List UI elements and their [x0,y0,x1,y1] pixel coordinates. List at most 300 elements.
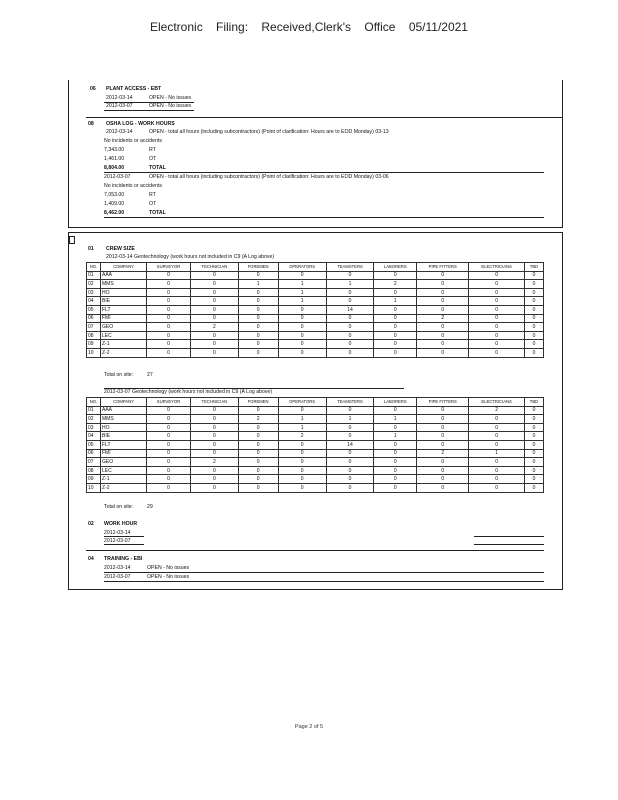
table-cell: 0 [147,297,191,306]
table-cell: 0 [191,466,239,475]
table-row [87,458,544,467]
table-cell: 0 [374,340,417,349]
table-cell: 0 [238,331,278,340]
work-hour-num: 02 [88,521,94,527]
table-cell: FLT [101,440,147,449]
table-cell: 0 [524,415,543,424]
table-cell: 0 [238,297,278,306]
table-cell: 02 [87,415,101,424]
crew-num: 01 [88,246,94,252]
crew-total-label-1: Total on site: [104,372,134,378]
table-cell: 0 [278,475,326,484]
table-cell: 01 [87,406,101,415]
table-cell: 0 [417,297,469,306]
table-cell: 0 [191,280,239,289]
table-cell: 0 [417,440,469,449]
table-cell: 06 [87,314,101,323]
table-cell: 0 [374,406,417,415]
table-cell: 0 [278,331,326,340]
table-cell: 0 [469,314,525,323]
table-cell: 0 [278,305,326,314]
table-cell: 2 [238,415,278,424]
column-header: TBD [524,263,543,272]
table-cell: 0 [191,297,239,306]
work-hour-title: WORK HOUR [104,521,138,527]
osha-date-1: 2012-03-14 [106,129,133,135]
table-cell: GEO [101,323,147,332]
table-cell: 0 [147,432,191,441]
table-cell: 0 [417,432,469,441]
table-cell: 0 [417,348,469,357]
table-cell: 0 [147,449,191,458]
table-row [87,483,544,492]
table-cell: 0 [191,340,239,349]
table-cell: 0 [417,415,469,424]
table-cell: 0 [374,483,417,492]
table-cell: 0 [147,314,191,323]
table-cell: 0 [417,466,469,475]
table-cell: LEC [101,466,147,475]
osha-note-2: No incidents or accidents [104,183,162,189]
table-cell: 0 [238,271,278,280]
table-cell: 0 [238,305,278,314]
table-cell: 0 [469,297,525,306]
table-cell: 0 [238,348,278,357]
table-cell: 0 [524,271,543,280]
table-cell: 07 [87,323,101,332]
table-cell: 0 [278,348,326,357]
table-cell: 0 [147,483,191,492]
table-cell: LEC [101,331,147,340]
table-cell: 1 [238,280,278,289]
table-cell: 0 [191,314,239,323]
table-cell: Z-2 [101,483,147,492]
table-cell: 0 [417,323,469,332]
table-cell: 0 [147,475,191,484]
table-cell: 0 [147,323,191,332]
table-cell: 0 [278,340,326,349]
table-cell: 10 [87,483,101,492]
column-header: COMPANY [101,398,147,407]
table-cell: 10 [87,348,101,357]
table-cell: 0 [147,305,191,314]
table-cell: 0 [417,271,469,280]
table-cell: 0 [238,466,278,475]
table-cell: Z-1 [101,475,147,484]
plant-access-title: PLANT ACCESS - EBT [106,86,162,92]
column-header: SURVEYOR [147,398,191,407]
table-row [87,323,544,332]
plant-access-text-1: OPEN - No issues [149,95,192,101]
table-row [87,406,544,415]
osha-rt-value-1: 7,343.00 [104,147,125,153]
plant-access-num: 06 [90,86,96,92]
table-cell: 0 [469,423,525,432]
column-header: FOREMEN [238,263,278,272]
table-cell: 0 [278,466,326,475]
table-cell: 01 [87,271,101,280]
column-header: ELECTRICIANS [469,398,525,407]
table-cell: 0 [417,406,469,415]
table-cell: 0 [326,323,374,332]
table-cell: 0 [417,483,469,492]
osha-rt-label-1: RT [149,147,156,153]
training-date-2: 2012-03-07 [104,574,131,580]
table-cell: 0 [238,458,278,467]
osha-num: 08 [88,121,94,127]
table-cell: 1 [374,415,417,424]
table-cell: 0 [191,483,239,492]
table-cell: FMI [101,314,147,323]
column-header: TECHNICIAN [191,398,239,407]
table-cell: 0 [147,423,191,432]
column-header: TEAMSTERS [326,263,374,272]
table-cell: 0 [147,288,191,297]
table-row [87,432,544,441]
training-title: TRAINING - EBI [104,556,143,562]
table-cell: 0 [326,423,374,432]
column-header: OPERATORS [278,398,326,407]
table-cell: 0 [191,305,239,314]
table-cell: 0 [374,475,417,484]
table-cell: 08 [87,466,101,475]
table-cell: 0 [524,483,543,492]
table-cell: 0 [524,288,543,297]
table-cell: 0 [469,458,525,467]
table-cell: 0 [238,314,278,323]
table-row [87,314,544,323]
table-cell: 0 [374,423,417,432]
column-header: SURVEYOR [147,263,191,272]
table-cell: 0 [278,406,326,415]
table-cell: 0 [417,475,469,484]
table-cell: FMI [101,449,147,458]
table-cell: 0 [278,449,326,458]
osha-title: OSHA LOG - WORK HOURS [106,121,175,127]
table-cell: 0 [326,432,374,441]
table-cell: 0 [524,449,543,458]
table-cell: 0 [374,440,417,449]
table-cell: 0 [278,323,326,332]
table-cell: 2 [191,323,239,332]
table-row [87,288,544,297]
table-cell: 0 [469,432,525,441]
table-cell: 0 [326,475,374,484]
table-cell: 04 [87,432,101,441]
table-cell: 1 [278,288,326,297]
page-footer: Page 2 of 5 [294,724,324,730]
osha-text-2: OPEN - total all hours (including subcontractors) (Point of clarification: Hours are to EOD Monday) 03-06 [149,174,389,180]
table-cell: 0 [469,288,525,297]
osha-date-2: 2012-03-07 [104,174,131,180]
table-cell: 0 [417,331,469,340]
table-cell: MMS [101,415,147,424]
table-row [87,466,544,475]
table-cell: 0 [191,288,239,297]
column-header: LABORERS [374,263,417,272]
table-cell: FLT [101,305,147,314]
table-cell: 06 [87,449,101,458]
table-cell: 0 [238,340,278,349]
table-cell: 0 [524,423,543,432]
table-cell: 0 [191,432,239,441]
table-cell: 0 [326,348,374,357]
table-row [87,305,544,314]
table-cell: AAA [101,406,147,415]
table-cell: 0 [417,305,469,314]
table-cell: 0 [326,288,374,297]
table-row [87,475,544,484]
filing-header: Electronic Filing: Received,Clerk's Office 05/11/2021 [150,20,468,34]
table-cell: 09 [87,340,101,349]
table-cell: HO [101,423,147,432]
table-cell: 0 [374,314,417,323]
table-cell: 0 [326,466,374,475]
osha-note-1: No incidents or accidents [104,138,162,144]
column-header: FOREMEN [238,398,278,407]
table-cell: 0 [191,331,239,340]
table-cell: 0 [374,449,417,458]
table-cell: 0 [326,297,374,306]
table-cell: 05 [87,440,101,449]
table-cell: 0 [524,297,543,306]
table-cell: 1 [278,423,326,432]
table-cell: BIE [101,297,147,306]
table-row [87,297,544,306]
table-cell: 0 [469,340,525,349]
table-cell: 1 [374,432,417,441]
table-cell: 0 [524,348,543,357]
column-header: NO. [87,398,101,407]
table-cell: 0 [191,415,239,424]
table-cell: 0 [278,271,326,280]
table-cell: 0 [374,271,417,280]
table-cell: 0 [524,305,543,314]
column-header: TBD [524,398,543,407]
table-cell: 02 [87,280,101,289]
table-cell: 0 [524,458,543,467]
table-cell: 0 [147,271,191,280]
table-cell: 1 [469,449,525,458]
training-text-2: OPEN - No issues [147,574,190,580]
table-cell: 0 [524,432,543,441]
table-cell: 0 [524,475,543,484]
table-cell: 1 [326,415,374,424]
osha-ot-value-2: 1,409.00 [104,201,125,207]
column-header: PIPE FITTERS [417,263,469,272]
table-cell: 2 [374,280,417,289]
table-cell: 0 [524,314,543,323]
table-cell: 03 [87,423,101,432]
table-cell: 1 [374,297,417,306]
table-cell: 0 [238,288,278,297]
column-header: NO. [87,263,101,272]
table-cell: 0 [524,406,543,415]
table-cell: 0 [469,415,525,424]
table-cell: 0 [278,483,326,492]
table-cell: GEO [101,458,147,467]
table-cell: 2 [417,314,469,323]
table-cell: 0 [469,440,525,449]
osha-total-label-2: TOTAL [149,210,166,216]
table-cell: 14 [326,440,374,449]
table-cell: 0 [278,314,326,323]
table-cell: 0 [238,323,278,332]
table-cell: 0 [326,271,374,280]
table-cell: 0 [278,458,326,467]
table-cell: 0 [469,466,525,475]
table-cell: 04 [87,297,101,306]
table-cell: 09 [87,475,101,484]
training-date-1: 2012-03-14 [104,565,131,571]
table-cell: 0 [147,280,191,289]
table-row [87,440,544,449]
table-cell: 0 [469,348,525,357]
table-cell: 0 [147,348,191,357]
crew-table-2 [86,397,544,493]
table-cell: 0 [191,348,239,357]
table-cell: 0 [238,475,278,484]
table-cell: 05 [87,305,101,314]
table-cell: 0 [147,466,191,475]
training-num: 04 [88,556,94,562]
table-cell: 0 [238,440,278,449]
table-cell: 0 [191,475,239,484]
osha-total-value-2: 8,462.00 [104,210,125,216]
table-cell: 0 [147,415,191,424]
crew-total-label-2: Total on site: [104,504,134,510]
table-cell: 0 [469,280,525,289]
table-row [87,415,544,424]
table-cell: 0 [469,271,525,280]
crew-total-2: 29 [147,504,153,510]
table-cell: 0 [374,458,417,467]
table-cell: 0 [417,423,469,432]
table-cell: 0 [469,475,525,484]
table-cell: 0 [469,331,525,340]
table-cell: 0 [147,440,191,449]
plant-access-text-2: OPEN - No issues [149,103,192,109]
table-row [87,331,544,340]
table-cell: 03 [87,288,101,297]
table-cell: 0 [238,432,278,441]
table-cell: 0 [374,288,417,297]
table-row [87,271,544,280]
osha-text-1: OPEN - total all hours (including subcontractors) (Point of clarification: Hours are to EOD Monday) 03-13 [149,129,389,135]
table-cell: 0 [278,440,326,449]
crew-table1-caption: 2012-03-14 Geotechnology (work hours not included in C9 (A Log above) [106,254,275,260]
table-cell: 0 [238,483,278,492]
plant-access-date-2: 2012-03-07 [106,103,133,109]
table-cell: 0 [238,449,278,458]
table-cell: 0 [191,406,239,415]
table-cell: 0 [469,323,525,332]
table-cell: 0 [147,458,191,467]
table-row [87,449,544,458]
table-cell: 2 [417,449,469,458]
table-cell: 0 [417,280,469,289]
table-cell: 0 [326,406,374,415]
crew-table-1 [86,262,544,358]
table-cell: 0 [524,280,543,289]
column-header: ELECTRICIANS [469,263,525,272]
table-row [87,340,544,349]
table-cell: 0 [191,423,239,432]
table-cell: 0 [147,340,191,349]
osha-total-label-1: TOTAL [149,165,166,171]
table-cell: 14 [326,305,374,314]
table-cell: 0 [147,406,191,415]
table-cell: 0 [191,449,239,458]
work-hour-date-1: 2012-03-14 [104,530,131,536]
table-cell: 0 [469,305,525,314]
table-cell: 1 [278,415,326,424]
column-header: TECHNICIAN [191,263,239,272]
crew-table2-caption: 2012-03-07 Geotechnology (work hours not included in C9 (A Log above) [104,389,273,395]
table-cell: 0 [326,340,374,349]
table-cell: 0 [524,440,543,449]
table-cell: MMS [101,280,147,289]
table-cell: 2 [469,406,525,415]
table-cell: 0 [326,314,374,323]
table-cell: 0 [374,323,417,332]
table-cell: 0 [374,466,417,475]
table-cell: 0 [191,271,239,280]
work-hour-date-2: 2012-03-07 [104,538,131,544]
table-cell: 1 [278,297,326,306]
crew-title: CREW SIZE [106,246,135,252]
section-marker [69,236,75,244]
table-cell: 0 [417,340,469,349]
table-cell: Z-1 [101,340,147,349]
table-cell: 0 [524,331,543,340]
osha-rt-value-2: 7,053.00 [104,192,125,198]
column-header: PIPE FITTERS [417,398,469,407]
table-cell: 0 [326,331,374,340]
table-cell: 0 [417,288,469,297]
table-cell: 0 [417,458,469,467]
table-cell: 2 [191,458,239,467]
training-text-1: OPEN - No issues [147,565,190,571]
osha-ot-label-1: OT [149,156,157,162]
osha-ot-value-1: 1,461.00 [104,156,125,162]
crew-total-1: 27 [147,372,153,378]
table-cell: 0 [374,331,417,340]
table-cell: HO [101,288,147,297]
table-cell: 0 [191,440,239,449]
table-cell: 07 [87,458,101,467]
column-header: TEAMSTERS [326,398,374,407]
table-cell: 0 [374,348,417,357]
table-row [87,348,544,357]
table-cell: Z-2 [101,348,147,357]
table-cell: BIE [101,432,147,441]
osha-ot-label-2: OT [149,201,157,207]
table-cell: 2 [278,432,326,441]
osha-total-value-1: 8,804.00 [104,165,125,171]
osha-rt-label-2: RT [149,192,156,198]
table-cell: 1 [326,280,374,289]
table-row [87,423,544,432]
table-cell: 0 [374,305,417,314]
table-cell: 0 [469,483,525,492]
table-cell: 0 [326,483,374,492]
column-header: OPERATORS [278,263,326,272]
plant-access-date-1: 2012-03-14 [106,95,133,101]
table-row [87,280,544,289]
table-cell: 0 [524,323,543,332]
column-header: COMPANY [101,263,147,272]
